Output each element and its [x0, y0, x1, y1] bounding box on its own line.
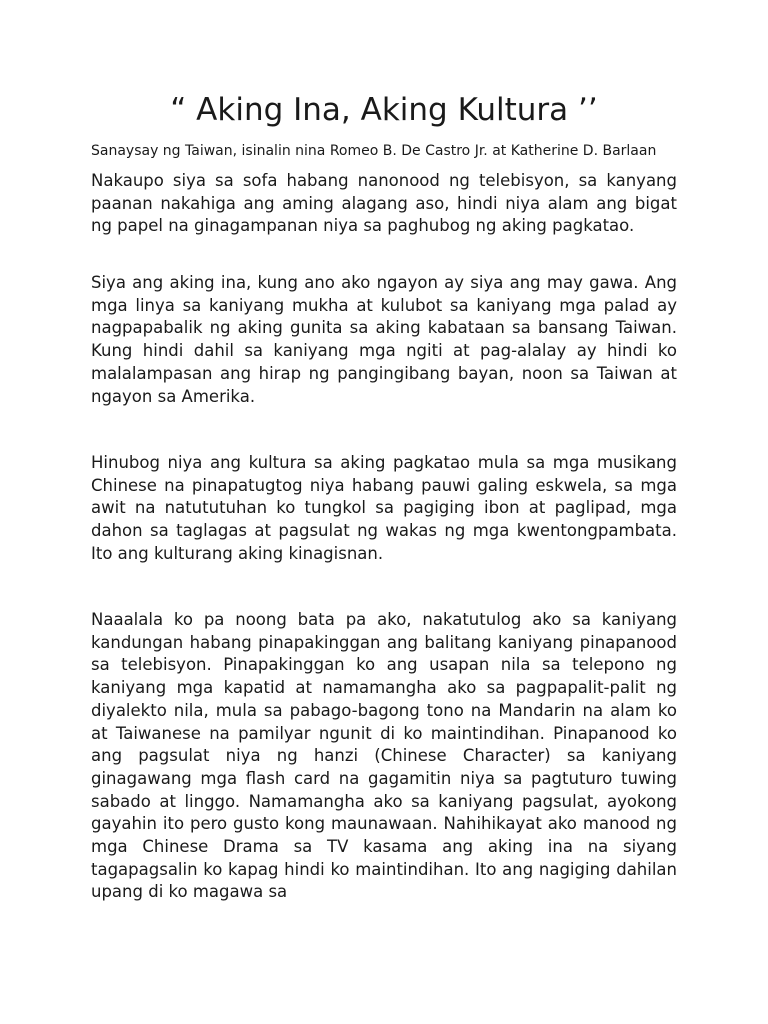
paragraph-3: Hinubog niya ang kultura sa aking pagkatao mula sa mga musikang Chinese na pinapatugtog niya habang pauwi galing eskwela, sa mga awit na natututuhan ko tungkol sa pagiging ibon at paglipad, mga dahon sa taglagas at pagsulat ng wakas ng mga kwentongpambata. Ito ang kulturang aking kinagisnan. [91, 453, 677, 563]
document-subtitle: Sanaysay ng Taiwan, isinalin nina Romeo B. De Castro Jr. at Katherine D. Barlaan [91, 143, 657, 159]
paragraph-4: Naaalala ko pa noong bata pa ako, nakatutulog ako sa kaniyang kandungan habang pinapakinggan ang balitang kaniyang pinapanood sa telebisyon. Pinapakinggan ko ang usapan nila sa telepono ng kaniyang mga kapatid at namamangha ako sa pagpapalit-palit ng diyalekto nila, mula sa pabago-bagong tono na Mandarin na alam ko at Taiwanese na pamilyar ngunit di ko maintindihan. Pinapanood ko ang pagsulat niya ng hanzi (Chinese Character) sa kaniyang ginagawang mga flash card na gagamitin niya sa pagtuturo tuwing sabado at linggo. Namamangha ako sa kaniyang pagsulat, ayokong gayahin ito pero gusto kong maunawaan. Nahihikayat ako manood ng mga Chinese Drama sa TV kasama ang aking ina na siyang tagapagsalin ko kapag hindi ko maintindihan. Ito ang nagiging dahilan upang di ko magawa sa [91, 610, 677, 902]
document-page [91, 0, 677, 1024]
document-title: “ Aking Ina, Aking Kultura ’’ [170, 92, 598, 128]
paragraph-1: Nakaupo siya sa sofa habang nanonood ng telebisyon, sa kanyang paanan nakahiga ang aming alagang aso, hindi niya alam ang bigat ng papel na ginagampanan niya sa paghubog ng aking pagkatao. [91, 171, 677, 236]
paragraph-2: Siya ang aking ina, kung ano ako ngayon ay siya ang may gawa. Ang mga linya sa kaniyang mukha at kulubot sa kaniyang mga palad ay nagpapabalik ng aking gunita sa aking kabataan sa bansang Taiwan. Kung hindi dahil sa kaniyang mga ngiti at pag-alalay ay hindi ko malalampasan ang hirap ng pangingibang bayan, noon sa Taiwan at ngayon sa Amerika. [91, 273, 677, 406]
